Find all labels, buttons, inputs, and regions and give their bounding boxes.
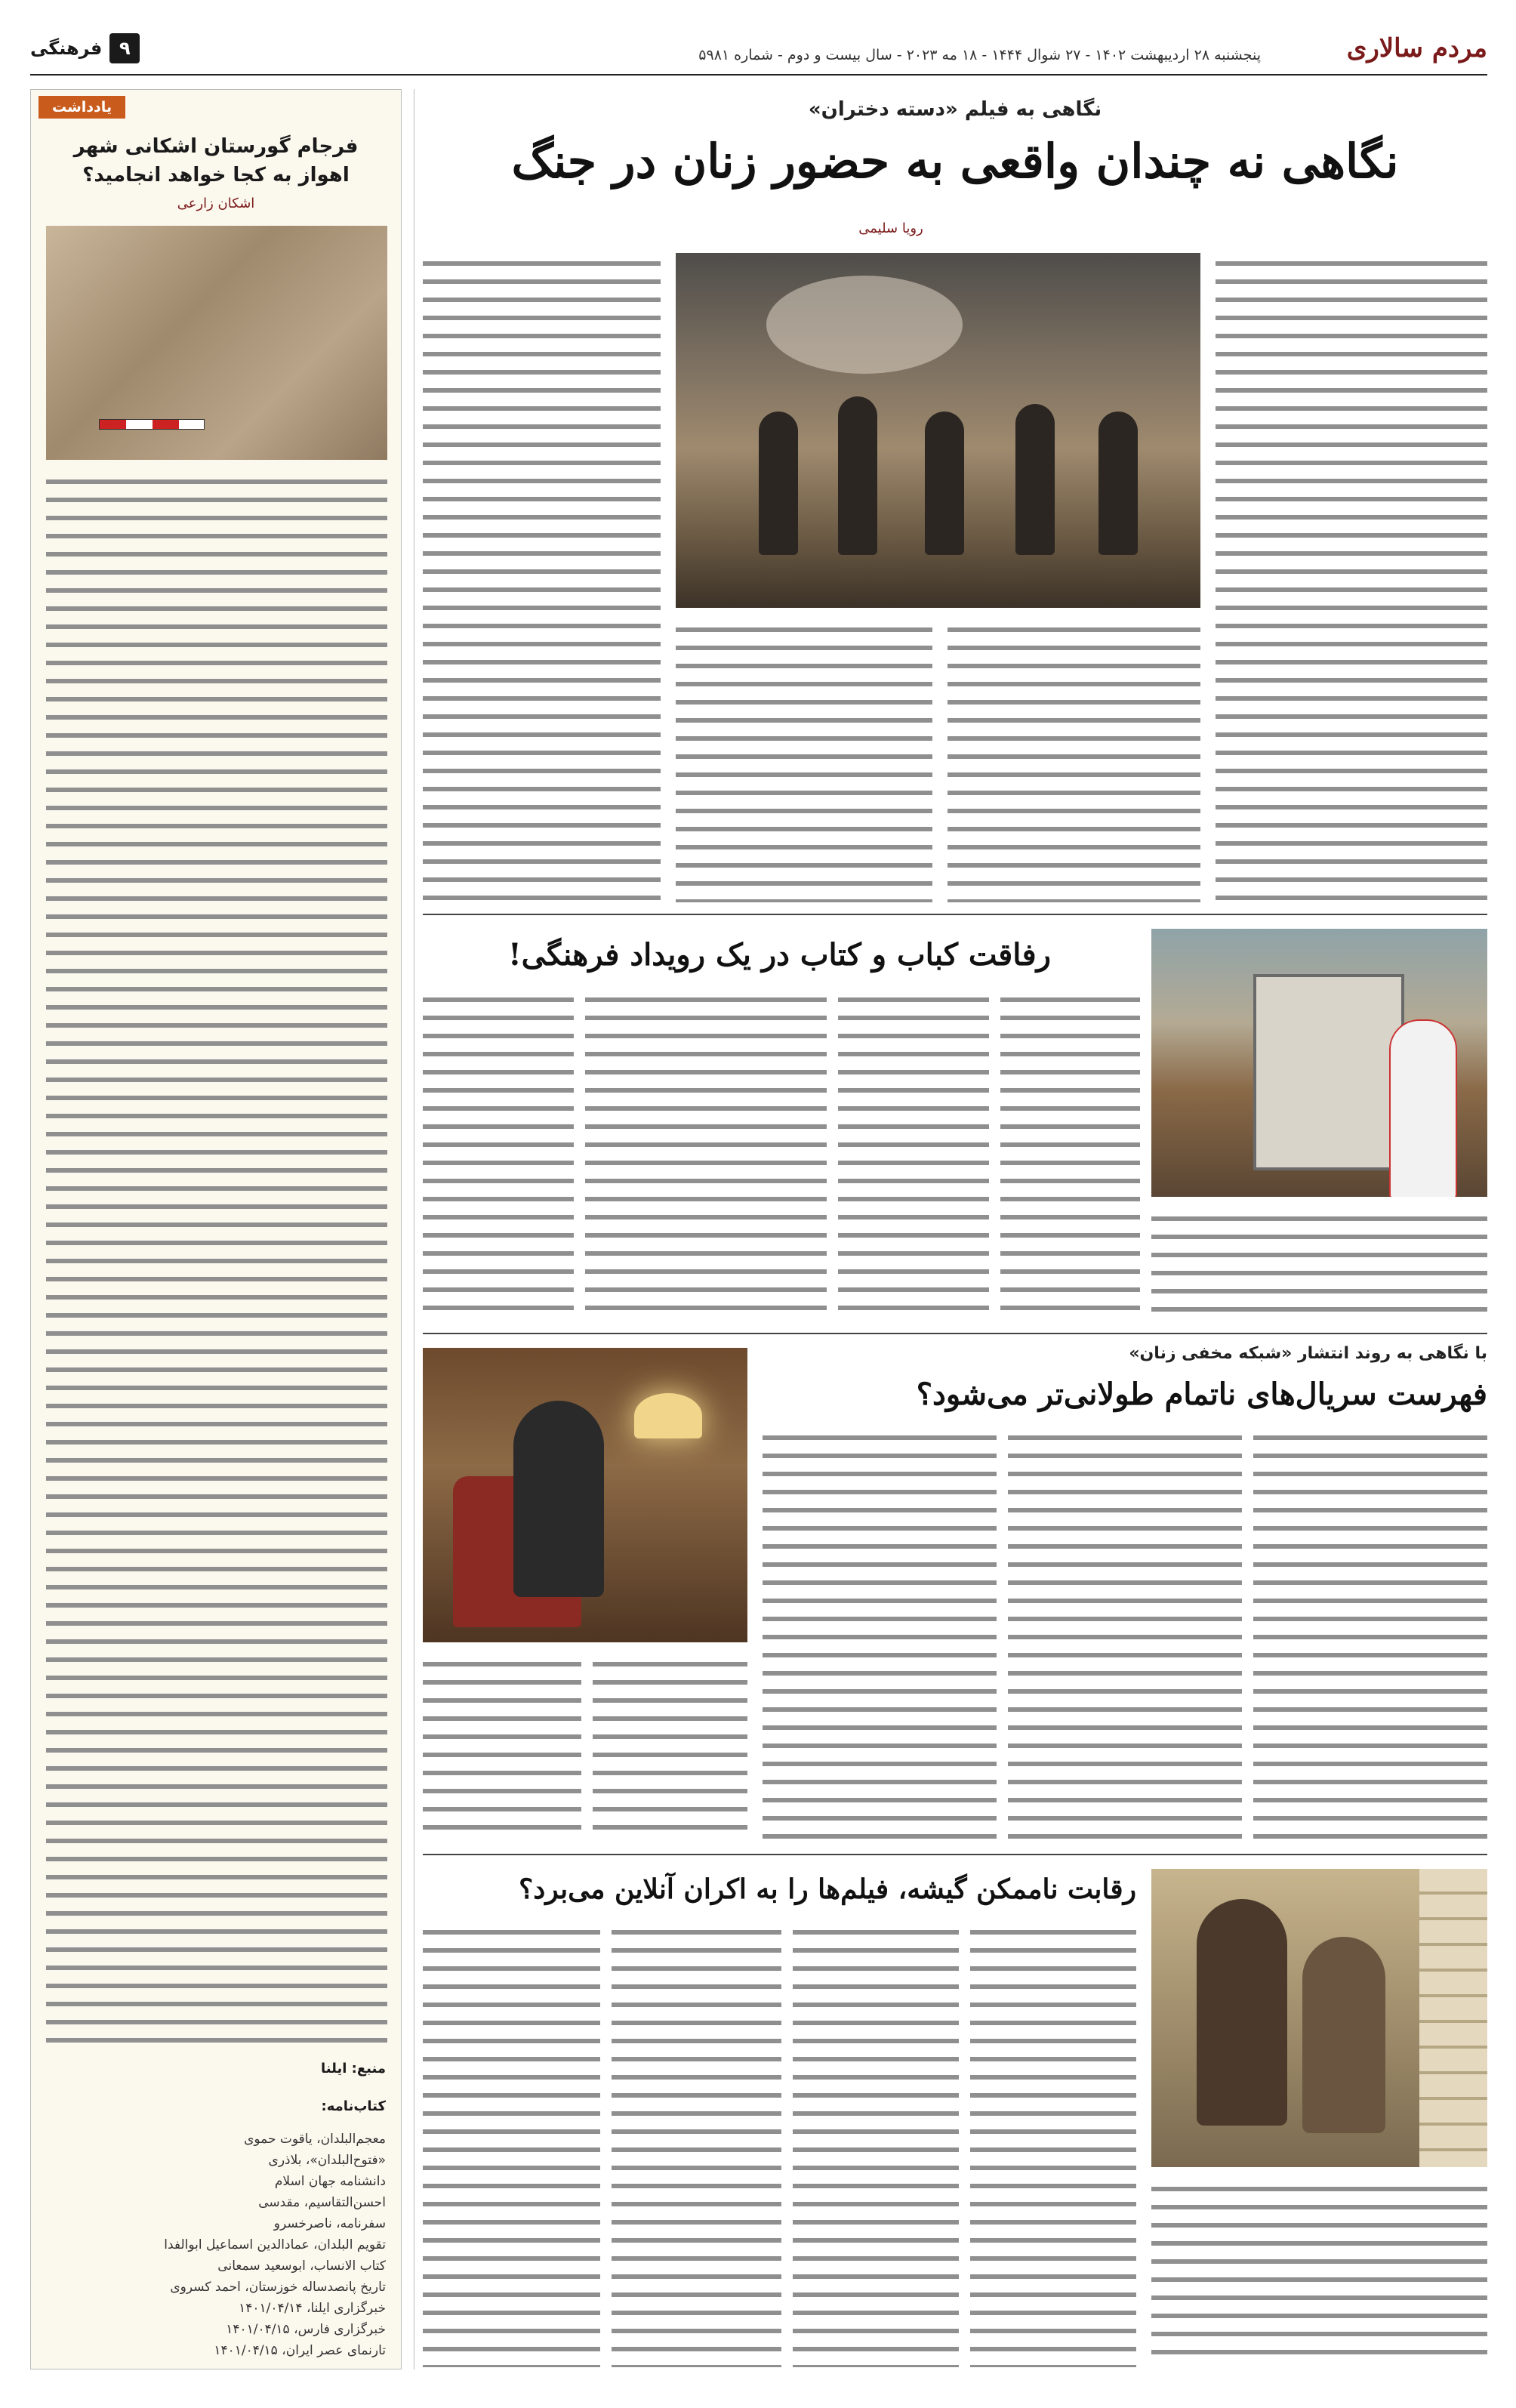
reference-item: معجم‌البلدان، یاقوت حموی: [244, 2132, 386, 2147]
article4-column-4-text: [612, 1922, 781, 2367]
section-name: فرهنگی: [30, 38, 103, 59]
sidebar-references: [159, 2129, 386, 2361]
section-separator: [423, 914, 1487, 915]
newspaper-logo: مردم سالاری: [1346, 33, 1487, 63]
film-still-photo: [676, 253, 1200, 608]
kebab-stall-photo: [1151, 929, 1487, 1197]
masthead: [30, 30, 1487, 76]
sidebar-note: [30, 89, 402, 2369]
article1-column-4-text: [423, 253, 661, 902]
series-still-photo: [423, 1348, 747, 1642]
article1-column-2-text: [948, 619, 1200, 902]
reference-item: سفرنامه، ناصرخسرو: [273, 2216, 386, 2231]
article3-column-2-text: [1008, 1427, 1242, 1842]
article3-column-4-text: [593, 1654, 747, 1842]
article1-headline: نگاهی نه چندان واقعی به حضور زنان در جنگ: [511, 134, 1399, 189]
article4-column-2-text: [970, 1922, 1136, 2367]
article3-column-1-text: [1253, 1427, 1487, 1842]
article2-column-5-text: [423, 989, 574, 1321]
section-logo-icon: ۹: [109, 33, 140, 63]
section-separator: [423, 1854, 1487, 1855]
reference-item: تقویم البلدان، عمادالدین اسماعیل ابوالفدا: [164, 2237, 386, 2252]
article1-column-3-text: [676, 619, 932, 902]
sidebar-refs-label: کتاب‌نامه:: [321, 2098, 386, 2114]
section-badge: [30, 33, 140, 63]
reference-item: خبرگزاری ایلنا، ۱۴۰۱/۰۴/۱۴: [239, 2301, 386, 2316]
article4-column-5-text: [423, 1922, 600, 2367]
edition-line: پنجشنبه ۲۸ اردیبهشت ۱۴۰۲ - ۲۷ شوال ۱۴۴۴ - ۱۸ مه ۲۰۲۳ - سال بیست و دوم - شماره ۵۹۸۱: [698, 47, 1261, 63]
sidebar-label: یادداشت: [39, 96, 125, 119]
article3-headline: فهرست سریال‌های ناتمام طولانی‌تر می‌شود؟: [916, 1377, 1487, 1412]
article4-column-1-text: [1151, 2178, 1487, 2367]
article3-column-5-text: [423, 1654, 581, 1842]
section-separator: [423, 1333, 1487, 1334]
sidebar-title: فرجام گورستان اشکانی شهر اهواز به کجا خواهد انجامید؟: [73, 135, 359, 187]
reference-item: «فتوح‌البلدان»، بلاذری: [268, 2153, 386, 2168]
reference-item: خبرگزاری فارس، ۱۴۰۱/۰۴/۱۵: [226, 2322, 386, 2337]
article2-headline: رفاقت کباب و کتاب در یک رویداد فرهنگی!: [508, 937, 1051, 973]
excavation-photo: [46, 226, 387, 460]
reference-item: تارنمای عصر ایران، ۱۴۰۱/۰۴/۱۵: [214, 2343, 386, 2358]
article2-column-4-text: [585, 989, 827, 1321]
article2-column-3-text: [838, 989, 989, 1321]
article1-byline: رویا سلیمی: [858, 220, 923, 236]
article4-headline: رقابت ناممکن گیشه، فیلم‌ها را به اکران آنلاین می‌برد؟: [519, 1873, 1136, 1905]
article3-column-3-text: [763, 1427, 997, 1842]
reference-item: احسن‌التقاسیم، مقدسی: [258, 2195, 386, 2210]
article1-kicker: نگاهی به فیلم «دسته دختران»: [808, 98, 1102, 121]
article2-column-1-text: [1151, 1208, 1487, 1321]
reference-item: دانشنامه جهان اسلام: [274, 2174, 386, 2189]
reference-item: تاریخ پانصدساله خوزستان، احمد کسروی: [170, 2280, 386, 2295]
article2-column-2-text: [1000, 989, 1140, 1321]
sidebar-source: منبع: ایلنا: [321, 2061, 386, 2077]
article1-column-1-text: [1216, 253, 1487, 902]
sidebar-author: اشکان زارعی: [177, 196, 255, 211]
measuring-scale-icon: [99, 419, 205, 430]
article4-column-3-text: [793, 1922, 959, 2367]
film-scene-photo: [1151, 1869, 1487, 2167]
reference-item: کتاب الانساب، ابوسعید سمعانی: [217, 2258, 386, 2274]
sidebar-body-text-block: [46, 471, 387, 2049]
article3-kicker: با نگاهی به روند انتشار «شبکه مخفی زنان»: [1129, 1344, 1487, 1363]
